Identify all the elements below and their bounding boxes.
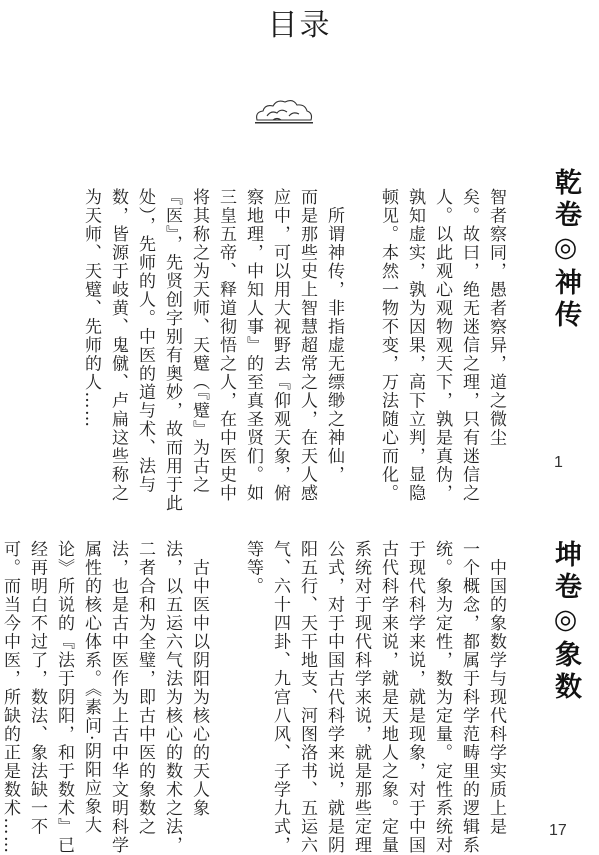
text-line: 应中，可以用大视野去『仰观天象，俯 [270, 188, 290, 503]
text-line: 属性的核心体系。《素问·阴阳应象大 [81, 540, 101, 835]
section-heading-kun: 坤卷◎象数 [550, 540, 581, 704]
text-line: 阳五行、天干地支、河图洛书、五运六 [297, 540, 317, 855]
text-line: 一个概念，都属于科学范畴里的逻辑系 [459, 540, 479, 855]
text-line: 智者察同，愚者察异，道之微尘 [486, 188, 506, 447]
text-line: 法，也是古中医作为上古中华文明科学 [108, 540, 128, 855]
text-line: 将其称之为天师、天躄（『躄』为古之 [189, 188, 209, 494]
text-line: 处），先师的人。中医的道与术、法与 [135, 188, 155, 494]
text-line: 古中医中以阴阳为核心的天人象 [189, 540, 209, 818]
text-line [212, 540, 239, 855]
text-line: 『医』，先贤创字别有奥妙，故而用于此 [162, 188, 182, 513]
text-line: 论》所说的『法于阴阳，和于数术』已 [54, 540, 74, 855]
section-paragraph-qian [77, 188, 509, 513]
text-line: 统。象为定性，数为定量。定性系统对 [432, 540, 452, 855]
text-line: 中国的象数学与现代科学实质上是 [486, 540, 506, 836]
text-line: 二者合和为全璧，即古中医的象数之 [135, 540, 155, 836]
text-line: 数，皆源于岐黄、鬼僦、卢扁这些称之 [108, 188, 128, 503]
text-line: 孰知虚实，孰为因果，高下立判，显隐 [405, 188, 425, 503]
text-line: 为天师、天躄、先师的人…… [81, 188, 101, 429]
text-line: 而是那些史上智慧超常之人，在天人感 [297, 188, 317, 503]
text-line: 人。以此观心观物观天下，孰是真伪， [432, 188, 452, 503]
text-line: 顿见。本然一物不变，万法随心而化。 [378, 188, 398, 503]
text-line: 古代科学来说，就是天地人之象。定量 [378, 540, 398, 855]
page-number-qian: 1 [554, 454, 563, 471]
section-heading-qian: 乾卷◎神传 [550, 168, 581, 332]
text-line: 三皇五帝、释道彻悟之人，在中医史中 [216, 188, 236, 503]
section-paragraph-kun [0, 540, 509, 855]
page-title: 目录 [267, 8, 332, 43]
page-number-kun: 17 [549, 822, 567, 839]
text-line: 于现代科学来说，就是现象，对于中国 [405, 540, 425, 855]
text-line: 公式，对于中国古代科学来说，就是阴 [324, 540, 344, 855]
text-line [347, 188, 374, 513]
text-line: 气、六十四卦、九宫八风、子学九式， [270, 540, 290, 855]
text-line: 可。而当今中医，所缺的正是数术…… [0, 540, 20, 855]
text-line: 矣。故曰，绝无迷信之理，只有迷信之 [459, 188, 479, 503]
text-line: 经再明白不过了，数法、象法缺一不 [27, 540, 47, 836]
text-line: 等等。 [243, 540, 263, 596]
text-line: 察地理，中知人事』的至真圣贤们。如 [243, 188, 263, 503]
text-line: 所谓神传，非指虚无缥缈之神仙， [324, 188, 344, 484]
text-line: 系统对于现代科学来说，就是那些定理 [351, 540, 371, 855]
text-line: 法，以五运六气法为核心的数术之法， [162, 540, 182, 855]
cloud-ornament-icon [253, 96, 315, 126]
